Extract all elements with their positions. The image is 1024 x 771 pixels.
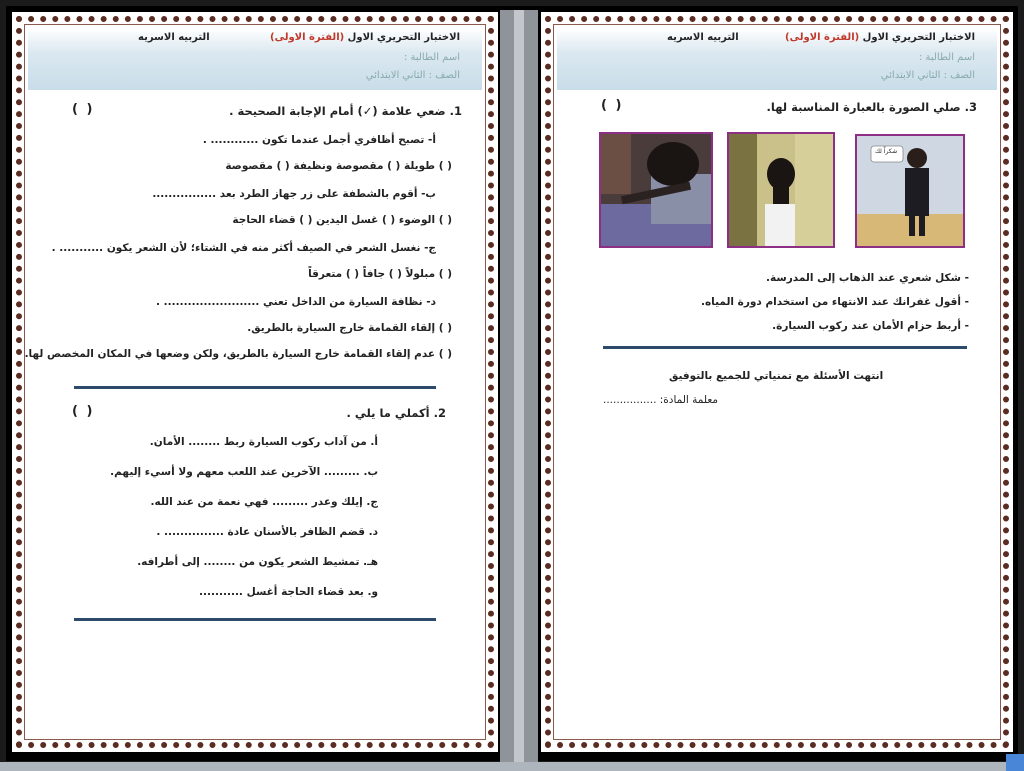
bathroom-photo-icon [729,134,833,246]
page-header [557,28,997,90]
corner-accent [1006,754,1024,771]
exam-title [785,32,975,43]
page-gutter [500,10,538,762]
q2-title: 2. أكملي ما يلي . [346,406,446,420]
q1-score-box: ( ) [72,102,95,117]
q3-statement-1: - شكل شعري عند الذهاب إلى المدرسة. [766,272,969,284]
subject-name: التربيه الاسريه [667,32,739,43]
q2-item-f: و. بعد قضاء الحاجة أغسل ........... [199,586,378,598]
q1-d-option-1: ( ) إلقاء القمامة خارج السيارة بالطريق. [247,322,452,334]
q1-c-options: ( ) مبلولاً ( ) جافاً ( ) متعرقاً [308,268,452,280]
thank-you-photo-icon [857,136,963,246]
q1-c-stem: ج- نغسل الشعر في الصيف أكثر منه في الشتاء؛ لأن الشعر يكون ........... . [51,242,436,254]
q2-item-d: د. قضم الظافر بالأسنان عادة ............... . [156,526,378,538]
subject-name: التربيه الاسريه [138,32,210,43]
grade-label: الصف : الثاني الابتدائي [880,70,975,81]
q2-item-e: هـ. تمشيط الشعر يكون من ........ إلى أطرافه. [137,556,378,568]
exam-title [270,32,460,43]
q1-a-stem: أ- تصبح أظافري أجمل عندما تكون ............ . [202,134,436,146]
q1-a-options: ( ) طويلة ( ) مقصوصة ونظيفة ( ) مقصوصة [225,160,452,172]
q3-title: 3. صلي الصورة بالعبارة المناسبة لها. [766,100,977,114]
bottom-band [0,762,1024,771]
q1-d-stem: د- نظافة السيارة من الداخل تعني ........................ . [156,296,436,308]
exam-period: (الفترة الاولى) [785,32,860,43]
worksheet-page-right [541,12,1013,752]
q3-statement-3: - أربط حزام الأمان عند ركوب السيارة. [772,320,969,332]
photo-hair-brushing [599,132,713,248]
q1-title: 1. ضعي علامة (✓) أمام الإجابة الصحيحة . [229,104,462,118]
student-name-field: اسم الطالبة : [403,52,460,63]
exam-title-main: الاختبار التحريري الاول [862,32,975,43]
q2-item-a: أ. من آداب ركوب السيارة ربط ........ الأمان. [149,436,378,448]
photo-thank-you [855,134,965,248]
q1-d-option-2: ( ) عدم إلقاء القمامة خارج السيارة بالطريق، ولكن وضعها في المكان المخصص لها. [24,348,452,360]
q1-b-options: ( ) الوضوء ( ) غسل اليدين ( ) قضاء الحاجة [232,214,452,226]
section-divider [74,618,436,621]
worksheet-page-left [12,12,498,752]
hair-photo-icon [601,134,711,246]
grade-label: الصف : الثاني الابتدائي [365,70,460,81]
page-inner-border [24,24,486,740]
closing-message: انتهت الأسئلة مع تمنياتي للجميع بالتوفيق [669,370,884,382]
section-divider [74,386,436,389]
q3-score-box: ( ) [601,98,624,113]
q2-item-c: ج. إيلك وعدر ......... فهي نعمة من عند الله. [150,496,378,508]
student-name-field: اسم الطالبة : [918,52,975,63]
q1-b-stem: ب- أقوم بالشطفة على زر جهاز الطرد بعد ................ [152,188,436,200]
teacher-signature-field: معلمة المادة: ................ [603,394,719,406]
speech-bubble-text: شكراً لك [875,148,898,155]
exam-period: (الفترة الاولى) [270,32,345,43]
q3-statement-2: - أقول غفرانك عند الانتهاء من استخدام دورة المياه. [700,296,969,308]
photo-bathroom-door [727,132,835,248]
exam-title-main: الاختبار التحريري الاول [347,32,460,43]
page-header [28,28,482,90]
gutter-strip [514,10,524,762]
q2-score-box: ( ) [72,404,95,419]
q2-item-b: ب. ......... الآخرين عند اللعب معهم ولا أسيء إليهم. [110,466,378,478]
section-divider [603,346,967,349]
